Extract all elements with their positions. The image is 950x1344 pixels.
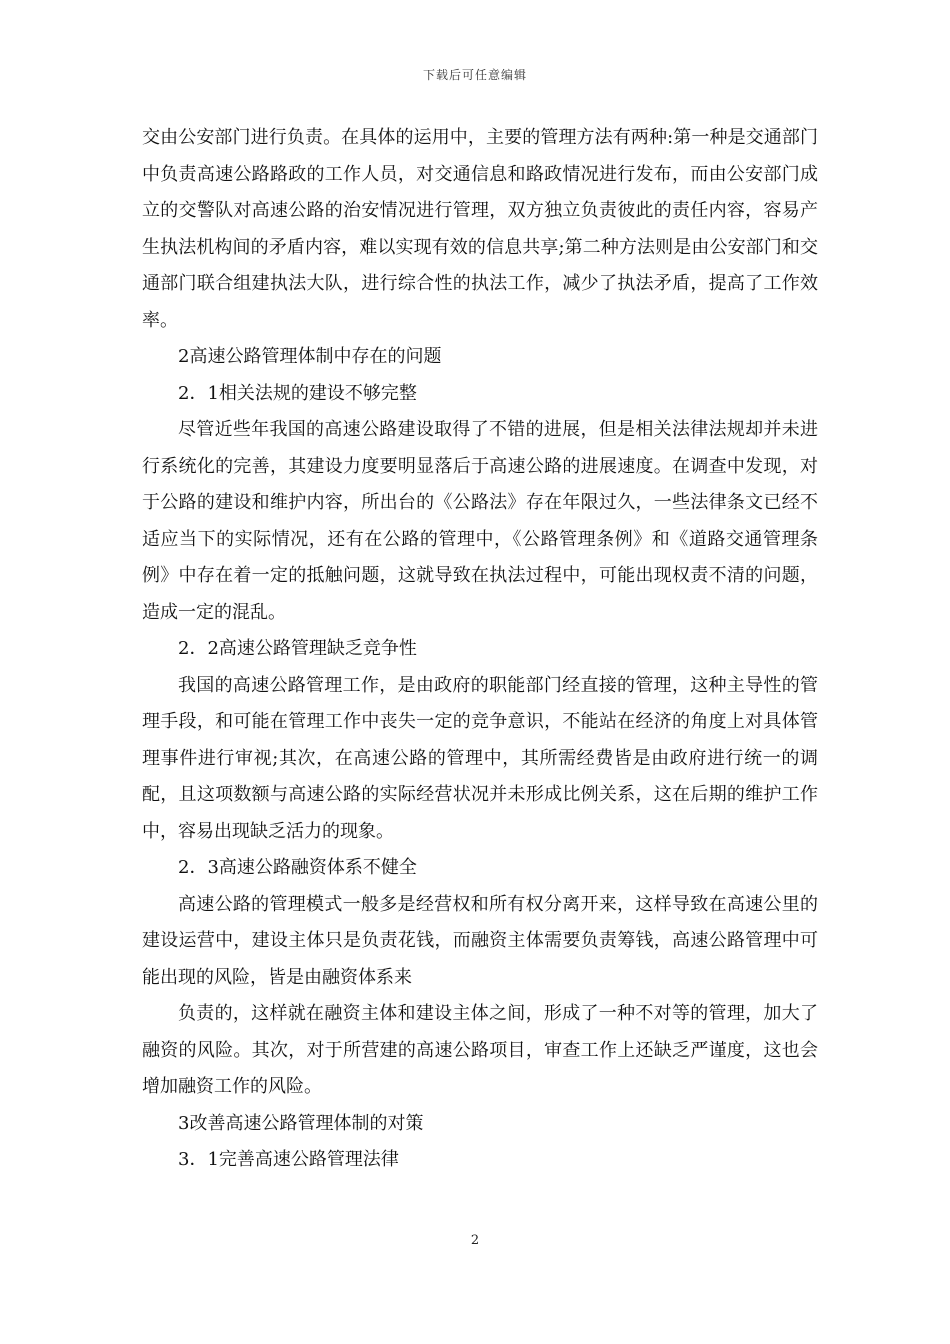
section-heading: 3改善高速公路管理体制的对策 xyxy=(178,1112,424,1134)
paragraph: 尽管近些年我国的高速公路建设取得了不错的进展，但是相关法律法规却并未进行系统化的完善，其建设力度要明显落后于高速公路的进展速度。在调查中发现，对于公路的建设和维护内容，所出台的《公路法》存在年限过久，一些法律条文已经不适应当下的实际情况，还有在公路的管理中，《公路管理条例》和《道路交通管理条例》中存在着一定的抵触问题，这就导致在执法过程中，可能出现权责不清的问题，造成一定的混乱。 xyxy=(142,419,818,623)
section-heading: 2高速公路管理体制中存在的问题 xyxy=(178,346,442,367)
subsection-heading: 3．1完善高速公路管理法律 xyxy=(178,1149,399,1170)
document-body xyxy=(142,120,818,1179)
subsection-heading: 2．1相关法规的建设不够完整 xyxy=(178,382,417,404)
page-number: 2 xyxy=(470,1233,480,1248)
page-header: 下载后可任意编辑 xyxy=(422,68,527,82)
subsection-heading: 2．3高速公路融资体系不健全 xyxy=(178,857,417,878)
paragraph: 高速公路的管理模式一般多是经营权和所有权分离开来，这样导致在高速公里的建设运营中，建设主体只是负责花钱，而融资主体需要负责筹钱，高速公路管理中可能出现的风险，皆是由融资体系来 xyxy=(142,893,818,988)
paragraph: 负责的，这样就在融资主体和建设主体之间，形成了一种不对等的管理，加大了融资的风险。其次，对于所营建的高速公路项目，审查工作上还缺乏严谨度，这也会增加融资工作的风险。 xyxy=(142,1003,818,1097)
paragraph: 交由公安部门进行负责。在具体的运用中，主要的管理方法有两种:第一种是交通部门中负责高速公路路政的工作人员，对交通信息和路政情况进行发布，而由公安部门成立的交警队对高速公路的治安情况进行管理，双方独立负责彼此的责任内容，容易产生执法机构间的矛盾内容，难以实现有效的信息共享;第二种方法则是由公安部门和交通部门联合组建执法大队，进行综合性的执法工作，减少了执法矛盾，提高了工作效率。 xyxy=(142,127,818,331)
paragraph: 我国的高速公路管理工作，是由政府的职能部门经直接的管理，这种主导性的管理手段，和可能在管理工作中丧失一定的竞争意识，不能站在经济的角度上对具体管理事件进行审视;其次，在高速公路的管理中，其所需经费皆是由政府进行统一的调配，且这项数额与高速公路的实际经营状况并未形成比例关系，这在后期的维护工作中，容易出现缺乏活力的现象。 xyxy=(142,674,818,842)
subsection-heading: 2．2高速公路管理缺乏竞争性 xyxy=(178,638,417,659)
